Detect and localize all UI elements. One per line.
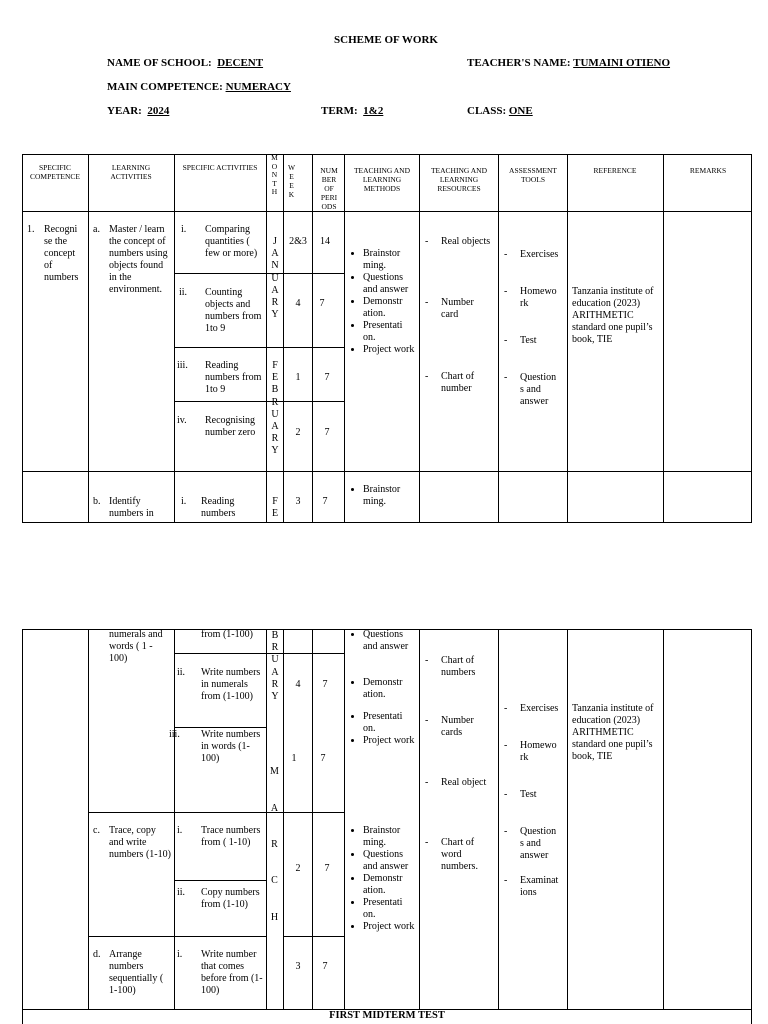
header-methods: TEACHING AND LEARNING METHODS bbox=[353, 166, 411, 193]
header-specific-activities: SPECIFIC ACTIVITIES bbox=[182, 163, 258, 172]
activity-a-number: a. bbox=[93, 224, 100, 235]
assessment-item: Homewo rk bbox=[520, 286, 557, 309]
method-item: • Presentati on. bbox=[363, 897, 415, 921]
header-reference: REFERENCE bbox=[593, 166, 637, 175]
assessment-item: Question s and answer bbox=[520, 372, 557, 407]
class-value: ONE bbox=[508, 105, 533, 117]
school-label: NAME OF SCHOOL: bbox=[107, 57, 212, 69]
methods-list bbox=[349, 825, 415, 933]
method-item: • Project work bbox=[363, 344, 415, 356]
activity-ii-number: ii. bbox=[177, 887, 186, 898]
resource-item: Chart of numbers bbox=[441, 655, 476, 678]
year-label: YEAR: bbox=[107, 105, 142, 117]
dash: - bbox=[504, 703, 508, 714]
specific-activity-b1: Reading numbers bbox=[201, 496, 236, 519]
reference-text: Tanzania institute of education (2023) ARITHMETIC standard one pupil’s book, TIE bbox=[572, 286, 654, 345]
activity-b-number: b. bbox=[93, 496, 101, 507]
method-item: • Demonstr ation. bbox=[363, 873, 415, 897]
assessment-item: Test bbox=[520, 789, 537, 800]
week-value: 1 bbox=[295, 372, 301, 383]
specific-competence-text: Recogni se the concept of numbers bbox=[44, 224, 79, 283]
dash: - bbox=[425, 777, 429, 788]
activity-iii-number: iii. bbox=[177, 360, 188, 371]
week-value: 2&3 bbox=[289, 236, 307, 247]
assessment-item: Exercises bbox=[520, 703, 559, 714]
resource-item: Real objects bbox=[441, 236, 491, 247]
method-item: • Brainstor ming. bbox=[363, 825, 415, 849]
learning-activity-a: Master / learn the concept of numbers using objects found in the environment. bbox=[109, 224, 168, 295]
assessment-item: Question s and answer bbox=[520, 826, 557, 861]
activity-i-number: i. bbox=[181, 224, 187, 235]
month-march-letter: R bbox=[271, 839, 278, 850]
dash: - bbox=[504, 335, 508, 346]
week-value: 2 bbox=[295, 863, 301, 874]
assessment-item: Homewo rk bbox=[520, 740, 557, 763]
activity-iv-number: iv. bbox=[177, 415, 187, 426]
methods-list bbox=[349, 248, 415, 356]
activity-ii-number: ii. bbox=[177, 667, 186, 678]
periods-value: 7 bbox=[322, 496, 328, 507]
week-value: 3 bbox=[295, 961, 301, 972]
periods-value: 7 bbox=[322, 679, 328, 690]
assessment-item: Exercises bbox=[520, 249, 559, 260]
reference-text: Tanzania institute of education (2023) ARITHMETIC standard one pupil’s book, TIE bbox=[572, 703, 654, 762]
activity-iii-number: iii. bbox=[169, 729, 180, 740]
week-value: 2 bbox=[295, 427, 301, 438]
specific-activity-trace: Trace numbers from ( 1-10) bbox=[201, 825, 261, 848]
year-value: 2024 bbox=[147, 105, 170, 117]
header-assessment: ASSESSMENT TOOLS bbox=[509, 166, 557, 184]
month-march-letter: M bbox=[270, 766, 279, 777]
dash: - bbox=[504, 875, 508, 886]
header-periods: NUM BER OF PERI ODS bbox=[320, 166, 338, 211]
assessment-item: Examinat ions bbox=[520, 875, 559, 898]
activity-i-number: i. bbox=[177, 949, 183, 960]
specific-activity-write-numerals: Write numbers in numerals from (1-100) bbox=[201, 667, 261, 702]
dash: - bbox=[504, 372, 508, 383]
method-list-b bbox=[349, 484, 415, 508]
class-field bbox=[467, 105, 533, 117]
month-february-continued: B R U A R Y bbox=[271, 630, 279, 703]
competence-value: NUMERACY bbox=[225, 81, 291, 93]
assessment-item: Test bbox=[520, 335, 537, 346]
competence-number: 1. bbox=[27, 224, 35, 235]
activity-i-number: i. bbox=[181, 496, 187, 507]
learning-activity-d: Arrange numbers sequentially ( 1-100) bbox=[109, 949, 164, 996]
month-february-start: F E bbox=[271, 496, 279, 520]
periods-value: 7 bbox=[324, 863, 330, 874]
dash: - bbox=[504, 826, 508, 837]
activity-d-number: d. bbox=[93, 949, 101, 960]
periods-value: 7 bbox=[322, 961, 328, 972]
methods-list bbox=[349, 629, 415, 747]
method-item: • Questions and answer bbox=[363, 629, 415, 653]
method-item: • Project work bbox=[363, 735, 415, 747]
periods-value: 7 bbox=[320, 753, 326, 764]
resource-item: Chart of word numbers. bbox=[441, 837, 478, 872]
method-item: • Project work bbox=[363, 921, 415, 933]
method-item: • Questions and answer bbox=[363, 272, 415, 296]
page-title: SCHEME OF WORK bbox=[334, 34, 438, 46]
teacher-name-field bbox=[467, 57, 670, 69]
header-specific-competence: SPECIFIC COMPETENCE bbox=[29, 163, 80, 181]
dash: - bbox=[425, 236, 429, 247]
class-label: CLASS: bbox=[467, 105, 507, 117]
dash: - bbox=[425, 297, 429, 308]
specific-activity-1: Comparing quantities ( few or more) bbox=[205, 224, 258, 259]
header-week: W E E K bbox=[287, 163, 296, 199]
activity-ii-number: ii. bbox=[179, 287, 188, 298]
dash: - bbox=[425, 837, 429, 848]
specific-activity-4: Recognising number zero bbox=[205, 415, 256, 438]
learning-activity-b: Identify numbers in bbox=[109, 496, 154, 519]
method-item: • Brainstor ming. bbox=[363, 248, 415, 272]
header-month: M O N T H bbox=[271, 153, 278, 197]
resource-item: Real object bbox=[441, 777, 487, 788]
school-name-field bbox=[107, 57, 263, 69]
week-value: 3 bbox=[295, 496, 301, 507]
dash: - bbox=[504, 740, 508, 751]
header-remarks: REMARKS bbox=[689, 166, 727, 175]
teacher-label: TEACHER'S NAME: bbox=[467, 57, 571, 69]
month-march-letter: C bbox=[271, 875, 278, 886]
learning-activity-b-continued: numerals and words ( 1 - 100) bbox=[109, 629, 163, 664]
method-item: • Presentati on. bbox=[363, 711, 415, 735]
month-february: F E B R U A R Y bbox=[271, 360, 279, 457]
specific-activity-before: Write number that comes before from (1-100) bbox=[201, 949, 263, 996]
month-january: J A N U A R Y bbox=[271, 236, 279, 321]
resource-item: Number card bbox=[441, 297, 474, 320]
term-field bbox=[321, 105, 383, 117]
activity-c-number: c. bbox=[93, 825, 100, 836]
term-value: 1&2 bbox=[363, 105, 384, 117]
periods-value: 7 bbox=[324, 372, 330, 383]
dash: - bbox=[425, 371, 429, 382]
year-field bbox=[107, 105, 169, 117]
week-value: 1 bbox=[291, 753, 297, 764]
teacher-value: TUMAINI OTIENO bbox=[573, 57, 671, 69]
method-item: • Brainstor ming. bbox=[363, 484, 415, 508]
periods-value: 7 bbox=[324, 427, 330, 438]
learning-activity-c: Trace, copy and write numbers (1-10) bbox=[109, 825, 171, 860]
specific-activity-continued: from (1-100) bbox=[201, 629, 253, 640]
periods-value: 14 bbox=[320, 236, 330, 247]
header-resources: TEACHING AND LEARNING RESOURCES bbox=[430, 166, 488, 193]
competence-label: MAIN COMPETENCE: bbox=[107, 81, 223, 93]
method-item: • Questions and answer bbox=[363, 849, 415, 873]
week-value: 4 bbox=[295, 298, 301, 309]
midterm-test-label: FIRST MIDTERM TEST bbox=[329, 1010, 445, 1021]
resource-item: Chart of number bbox=[441, 371, 475, 394]
periods-value: 7 bbox=[319, 298, 325, 309]
specific-activity-copy: Copy numbers from (1-10) bbox=[201, 887, 260, 910]
specific-activity-3: Reading numbers from 1to 9 bbox=[205, 360, 262, 395]
dash: - bbox=[504, 286, 508, 297]
month-march-letter: H bbox=[270, 912, 279, 923]
term-label: TERM: bbox=[321, 105, 358, 117]
resource-item: Number cards bbox=[441, 715, 474, 738]
header-learning-activities: LEARNING ACTIVITIES bbox=[110, 163, 152, 181]
specific-activity-2: Counting objects and numbers from 1to 9 bbox=[205, 287, 262, 334]
specific-activity-write-words: Write numbers in words (1-100) bbox=[201, 729, 261, 764]
method-item: • Presentati on. bbox=[363, 320, 415, 344]
dash: - bbox=[504, 789, 508, 800]
activity-i-number: i. bbox=[177, 825, 183, 836]
dash: - bbox=[504, 249, 508, 260]
method-item: • Demonstr ation. bbox=[363, 296, 415, 320]
method-item: • Demonstr ation. bbox=[363, 677, 415, 701]
dash: - bbox=[425, 715, 429, 726]
school-value: DECENT bbox=[217, 57, 264, 69]
week-value: 4 bbox=[295, 679, 301, 690]
month-march-letter: A bbox=[270, 803, 279, 814]
main-competence-field bbox=[107, 81, 291, 93]
dash: - bbox=[425, 655, 429, 666]
